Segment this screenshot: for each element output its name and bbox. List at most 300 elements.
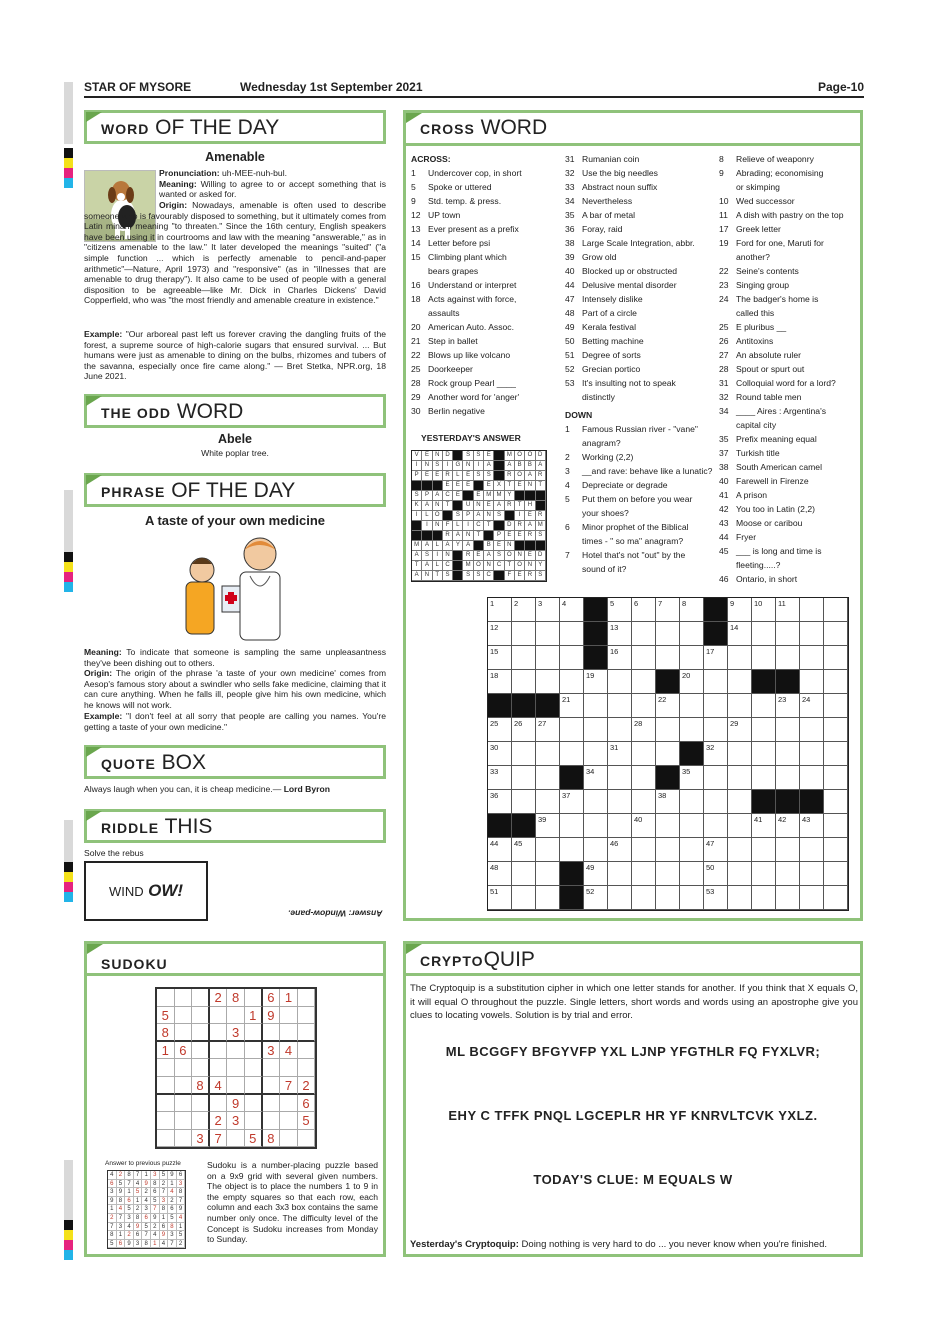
sudoku-cell[interactable]: 3 [263,1042,281,1060]
sudoku-cell[interactable] [263,1024,281,1042]
sudoku-cell[interactable] [298,989,316,1007]
sudoku-cell[interactable] [210,1007,228,1025]
sudoku-cell[interactable] [210,1024,228,1042]
sudoku-cell[interactable] [227,1007,245,1025]
sudoku-cell[interactable] [175,1077,193,1095]
sudoku-cell[interactable] [157,989,175,1007]
crossword-cell[interactable] [584,694,608,718]
crossword-cell[interactable]: 4 [560,598,584,622]
crossword-cell[interactable] [800,862,824,886]
crossword-cell[interactable] [656,646,680,670]
crossword-cell[interactable] [704,694,728,718]
clue-number: 46 [719,574,729,584]
sudoku-cell[interactable]: 8 [157,1024,175,1042]
sudoku-cell[interactable]: 6 [263,989,281,1007]
sudoku-cell[interactable] [157,1130,175,1148]
crossword-cell[interactable] [536,766,560,790]
sudoku-cell[interactable] [280,1130,298,1148]
crossword-cell[interactable] [608,886,632,910]
sudoku-cell[interactable] [280,1095,298,1113]
crossword-cell[interactable]: 25 [488,718,512,742]
sudoku-cell[interactable] [175,1024,193,1042]
crossword-cell[interactable]: 49 [584,862,608,886]
margin-strip [64,82,73,144]
sudoku-cell[interactable] [157,1077,175,1095]
crossword-cell[interactable]: 10 [752,598,776,622]
crossword-cell[interactable]: 17 [704,646,728,670]
crossword-cell[interactable]: 35 [680,766,704,790]
sudoku-cell[interactable] [210,1042,228,1060]
sudoku-cell[interactable] [192,1112,210,1130]
crossword-cell[interactable] [560,814,584,838]
answer-cell: M [484,491,494,501]
crossword-cell[interactable] [704,814,728,838]
crossword-cell[interactable] [800,766,824,790]
clue-text: Moose or caribou [736,518,803,528]
crossword-cell[interactable] [776,742,800,766]
sudoku-cell[interactable] [192,1042,210,1060]
crossword-cell[interactable] [584,718,608,742]
sudoku-cell[interactable] [280,1112,298,1130]
answer-cell [412,531,422,541]
sudoku-cell[interactable] [192,1095,210,1113]
clue-number: 37 [719,448,729,458]
crossword-cell[interactable]: 24 [800,694,824,718]
crossword-cell[interactable]: 52 [584,886,608,910]
crossword-cell[interactable] [608,862,632,886]
crossword-cell[interactable] [776,766,800,790]
crossword-cell[interactable] [776,862,800,886]
sudoku-cell[interactable] [192,1024,210,1042]
crossword-cell[interactable] [728,646,752,670]
clue-item [411,376,561,390]
crossword-cell[interactable] [752,838,776,862]
sudoku-cell[interactable]: 6 [298,1095,316,1113]
sudoku-cell[interactable] [263,1059,281,1077]
crossword-cell[interactable] [728,838,752,862]
sudoku-cell[interactable]: 5 [245,1130,263,1148]
crossword-cell[interactable] [584,838,608,862]
crossword-cell[interactable] [752,742,776,766]
answer-cell: 4 [177,1214,186,1223]
crossword-cell[interactable] [800,598,824,622]
crossword-cell[interactable]: 48 [488,862,512,886]
crossword-cell[interactable]: 20 [680,670,704,694]
crossword-cell[interactable] [728,766,752,790]
crossword-cell[interactable] [728,670,752,694]
answer-cell: A [422,501,432,511]
crossword-cell[interactable] [560,718,584,742]
crossword-cell[interactable] [776,622,800,646]
title-rule [403,973,863,976]
crossword-cell[interactable]: 13 [608,622,632,646]
clue-number: 44 [565,280,575,290]
crossword-cell[interactable] [680,718,704,742]
crossword-cell[interactable] [824,814,848,838]
crossword-cell[interactable] [512,862,536,886]
sudoku-cell[interactable]: 5 [157,1007,175,1025]
crossword-cell[interactable] [800,718,824,742]
crossword-cell[interactable] [608,814,632,838]
answer-cell: T [412,561,422,571]
crossword-cell[interactable] [536,862,560,886]
sudoku-cell[interactable] [298,1007,316,1025]
crossword-cell[interactable]: 41 [752,814,776,838]
crossword-cell[interactable] [800,742,824,766]
sudoku-cell[interactable]: 1 [157,1042,175,1060]
sudoku-cell[interactable]: 3 [192,1130,210,1148]
crossword-cell[interactable]: 1 [488,598,512,622]
clue-item [411,194,561,208]
crossword-cell[interactable]: 47 [704,838,728,862]
crossword-cell[interactable]: 33 [488,766,512,790]
crossword-cell[interactable]: 42 [776,814,800,838]
crossword-cell[interactable] [824,742,848,766]
answer-cell: L [453,471,463,481]
sudoku-cell[interactable] [210,1059,228,1077]
crossword-cell[interactable] [824,766,848,790]
sudoku-cell[interactable]: 3 [227,1112,245,1130]
crossword-cell[interactable] [800,838,824,862]
answer-cell: E [474,491,484,501]
crossword-cell[interactable]: 11 [776,598,800,622]
answer-cell: P [494,531,504,541]
crossword-cell[interactable] [752,646,776,670]
sudoku-cell[interactable]: 8 [227,989,245,1007]
crossword-cell[interactable]: 21 [560,694,584,718]
crossword-cell[interactable] [608,670,632,694]
crossword-cell[interactable] [704,766,728,790]
sudoku-cell[interactable]: 1 [280,989,298,1007]
crossword-cell[interactable]: 31 [608,742,632,766]
crossword-cell[interactable]: 22 [656,694,680,718]
crossword-cell[interactable] [680,790,704,814]
crossword-cell[interactable] [632,742,656,766]
crossword-cell[interactable] [824,838,848,862]
yesterdays-cryptoquip: Yesterday's Cryptoquip: Doing nothing is very hard to do ... you never know when you're finished. [410,1239,828,1250]
crossword-cell[interactable] [704,718,728,742]
sudoku-cell[interactable] [280,1059,298,1077]
sudoku-cell[interactable] [298,1042,316,1060]
crossword-cell[interactable] [584,790,608,814]
crossword-cell[interactable] [560,670,584,694]
crossword-cell[interactable] [632,862,656,886]
crossword-cell[interactable] [824,646,848,670]
sudoku-cell[interactable] [245,989,263,1007]
sudoku-cell[interactable]: 3 [227,1024,245,1042]
crossword-cell[interactable]: 30 [488,742,512,766]
answer-cell: 2 [177,1240,186,1249]
crossword-cell[interactable] [608,718,632,742]
crossword-cell[interactable] [680,814,704,838]
answer-cell: I [474,461,484,471]
sudoku-cell[interactable]: 5 [298,1112,316,1130]
sudoku-cell[interactable] [245,1077,263,1095]
crossword-cell[interactable] [800,670,824,694]
sudoku-cell[interactable]: 4 [210,1077,228,1095]
sudoku-cell[interactable]: 9 [263,1007,281,1025]
crossword-cell[interactable] [824,694,848,718]
crossword-cell[interactable] [584,742,608,766]
answer-cell: 1 [142,1171,151,1180]
crossword-cell[interactable] [656,814,680,838]
crossword-cell[interactable]: 29 [728,718,752,742]
sudoku-cell[interactable] [157,1059,175,1077]
crossword-cell[interactable] [560,622,584,646]
sudoku-cell[interactable]: 7 [280,1077,298,1095]
sudoku-cell[interactable] [157,1095,175,1113]
crossword-cell[interactable] [560,742,584,766]
clue-number: 28 [411,378,421,388]
sudoku-cell[interactable] [227,1130,245,1148]
crossword-cell[interactable]: 2 [512,598,536,622]
crossword-cell[interactable] [608,694,632,718]
sudoku-cell[interactable] [192,1059,210,1077]
crossword-cell[interactable]: 34 [584,766,608,790]
crossword-cell[interactable] [632,622,656,646]
crossword-cell[interactable] [656,622,680,646]
crossword-cell[interactable] [656,862,680,886]
crossword-cell[interactable] [536,790,560,814]
crossword-cell[interactable] [752,718,776,742]
sudoku-cell[interactable] [245,1112,263,1130]
crossword-cell[interactable] [632,886,656,910]
crossword-cell[interactable]: 44 [488,838,512,862]
sudoku-cell[interactable] [280,1007,298,1025]
crossword-cell[interactable] [512,646,536,670]
crossword-cell[interactable] [656,742,680,766]
sudoku-cell[interactable] [263,1112,281,1130]
crossword-cell[interactable] [752,694,776,718]
crossword-cell[interactable] [656,886,680,910]
crossword-cell[interactable] [632,790,656,814]
crossword-cell[interactable]: 27 [536,718,560,742]
crossword-cell[interactable]: 36 [488,790,512,814]
crossword-cell[interactable] [776,838,800,862]
margin-strip [64,490,73,552]
sudoku-cell[interactable] [298,1059,316,1077]
answer-cell: M [412,541,422,551]
crossword-cell [488,814,512,838]
crossword-cell[interactable] [632,766,656,790]
crossword-cell[interactable] [704,790,728,814]
crossword-cell[interactable] [512,742,536,766]
crossword-cell[interactable] [632,646,656,670]
crossword-cell[interactable]: 28 [632,718,656,742]
crossword-cell[interactable] [560,646,584,670]
crossword-cell[interactable] [776,646,800,670]
crossword-cell[interactable] [752,886,776,910]
sudoku-cell[interactable]: 4 [280,1042,298,1060]
crossword-cell[interactable] [728,862,752,886]
sudoku-cell[interactable]: 7 [210,1130,228,1148]
clue-item [411,348,561,362]
crossword-cell[interactable] [560,838,584,862]
crossword-cell[interactable] [536,646,560,670]
sudoku-cell[interactable] [298,1130,316,1148]
crossword-cell[interactable]: 43 [800,814,824,838]
sudoku-cell[interactable]: 2 [210,989,228,1007]
crossword-cell[interactable]: 46 [608,838,632,862]
sudoku-cell[interactable]: 9 [227,1095,245,1113]
crossword-cell[interactable]: 53 [704,886,728,910]
crossword-cell[interactable] [800,886,824,910]
answer-cell: S [474,451,484,461]
sudoku-cell[interactable] [175,1130,193,1148]
sudoku-cell[interactable]: 2 [210,1112,228,1130]
crossword-cell[interactable] [728,742,752,766]
crossword-cell[interactable] [656,838,680,862]
clue-list [411,166,561,418]
answer-cell: P [412,471,422,481]
crossword-cell[interactable] [512,886,536,910]
sudoku-cell[interactable] [192,1007,210,1025]
crossword-cell[interactable]: 23 [776,694,800,718]
sudoku-cell[interactable] [263,1077,281,1095]
crossword-cell[interactable]: 5 [608,598,632,622]
crossword-cell[interactable] [728,886,752,910]
sudoku-cell[interactable] [298,1024,316,1042]
crossword-cell[interactable] [728,790,752,814]
sudoku-cell[interactable] [245,1095,263,1113]
crossword-cell[interactable] [536,742,560,766]
crossword-cell[interactable]: 19 [584,670,608,694]
crossword-cell[interactable] [656,718,680,742]
crossword-cell[interactable] [608,766,632,790]
crossword-cell[interactable]: 7 [656,598,680,622]
sudoku-cell[interactable] [157,1112,175,1130]
crossword-cell[interactable] [536,670,560,694]
answer-cell: S [484,471,494,481]
crossword-cell[interactable] [728,694,752,718]
crossword-cell[interactable] [536,886,560,910]
crossword-cell [800,790,824,814]
crossword-cell[interactable] [728,814,752,838]
sudoku-cell[interactable] [227,1059,245,1077]
sudoku-cell[interactable] [227,1077,245,1095]
crossword-cell[interactable] [632,694,656,718]
sudoku-cell[interactable]: 1 [245,1007,263,1025]
sudoku-cell[interactable] [175,1112,193,1130]
answer-cell: O [515,561,525,571]
crossword-cell[interactable] [680,646,704,670]
crossword-cell[interactable] [512,670,536,694]
sudoku-cell[interactable] [192,989,210,1007]
answer-cell: P [463,511,473,521]
crossword-cell[interactable] [824,886,848,910]
crossword-cell[interactable]: 6 [632,598,656,622]
crossword-cell[interactable]: 18 [488,670,512,694]
crossword-cell[interactable] [704,670,728,694]
sudoku-cell[interactable]: 8 [192,1077,210,1095]
crossword-cell[interactable]: 39 [536,814,560,838]
crossword-cell[interactable] [776,886,800,910]
crossword-cell[interactable]: 9 [728,598,752,622]
crossword-cell[interactable]: 50 [704,862,728,886]
clue-text: Fryer [736,532,757,542]
sudoku-cell[interactable] [245,1059,263,1077]
clue-text: Letter before psi [428,238,491,248]
crossword-cell[interactable] [824,790,848,814]
sudoku-cell[interactable] [175,1095,193,1113]
crossword-cell[interactable] [680,862,704,886]
sudoku-cell[interactable] [245,1042,263,1060]
crossword-cell[interactable] [536,838,560,862]
crossword-cell[interactable]: 8 [680,598,704,622]
sudoku-cell[interactable] [210,1095,228,1113]
crossword-cell[interactable] [752,622,776,646]
crossword-cell[interactable] [512,622,536,646]
crossword-cell[interactable] [536,622,560,646]
crossword-cell[interactable] [512,766,536,790]
crossword-cell[interactable] [752,766,776,790]
crossword-cell[interactable] [680,886,704,910]
crossword-cell[interactable] [800,622,824,646]
sudoku-cell[interactable] [227,1042,245,1060]
sudoku-cell[interactable]: 2 [298,1077,316,1095]
crossword-cell[interactable] [632,838,656,862]
crossword-cell[interactable] [584,814,608,838]
crossword-cell[interactable]: 26 [512,718,536,742]
crossword-cell[interactable]: 45 [512,838,536,862]
crossword-cell[interactable] [824,718,848,742]
crossword-cell[interactable] [512,790,536,814]
crossword-cell[interactable]: 32 [704,742,728,766]
sudoku-cell[interactable] [175,1059,193,1077]
crossword-cell[interactable] [608,790,632,814]
clue-text: Abrading; economising [736,168,824,178]
crossword-cell[interactable]: 15 [488,646,512,670]
sudoku-cell[interactable]: 8 [263,1130,281,1148]
crossword-cell[interactable] [800,646,824,670]
crossword-cell[interactable] [824,622,848,646]
crossword-cell[interactable] [752,862,776,886]
sudoku-cell[interactable] [280,1024,298,1042]
sudoku-cell[interactable] [263,1095,281,1113]
crossword-cell[interactable]: 51 [488,886,512,910]
answer-cell: E [484,501,494,511]
crossword-cell[interactable]: 38 [656,790,680,814]
sudoku-cell[interactable]: 6 [175,1042,193,1060]
answer-cell [453,571,463,581]
crossword-cell[interactable] [680,838,704,862]
sudoku-cell[interactable] [245,1024,263,1042]
clue-item [565,464,715,478]
crossword-cell[interactable] [680,622,704,646]
answer-cell: 1 [168,1180,177,1189]
crossword-cell[interactable] [824,598,848,622]
crossword-cell[interactable] [824,670,848,694]
crossword-cell[interactable] [776,718,800,742]
answer-cell: 9 [117,1188,126,1197]
clue-text: Farewell in Firenze [736,476,809,486]
crossword-cell[interactable] [824,862,848,886]
answer-cell: I [515,511,525,521]
crossword-cell[interactable] [632,670,656,694]
sudoku-cell[interactable] [175,989,193,1007]
crossword-cell[interactable]: 3 [536,598,560,622]
clue-item [565,450,715,464]
crossword-cell[interactable] [680,694,704,718]
corner-flag [86,112,102,122]
word-of-day-origin: Origin: Nowadays, amenable is often used to describe someone who is favourably disposed to something, but it ultimately comes from Latin minari, meaning "to threaten." Since the 16th century, English speakers have been using it in courtrooms and law with the meaning "answerable," as in "citizens amenable to the law." It later developed the meanings "suited" ("a simple function ... which is perfectly amenable to pencil-and-paper arithmetic"—Nature, April 1973) and "responsive" (as in "illnesses that are amenable to drug therapy"). It also came to be used of people with a general disposition to be agreeable—like Mr. Dick in Charles Dickens' David Copperfield, who was "the most friendly and amenable creature in existence." [84,200,387,306]
crossword-cell[interactable]: 12 [488,622,512,646]
crossword-cell[interactable]: 40 [632,814,656,838]
crossword-cell[interactable]: 16 [608,646,632,670]
sudoku-cell[interactable] [175,1007,193,1025]
crossword-cell[interactable]: 14 [728,622,752,646]
crossword-cell[interactable]: 37 [560,790,584,814]
